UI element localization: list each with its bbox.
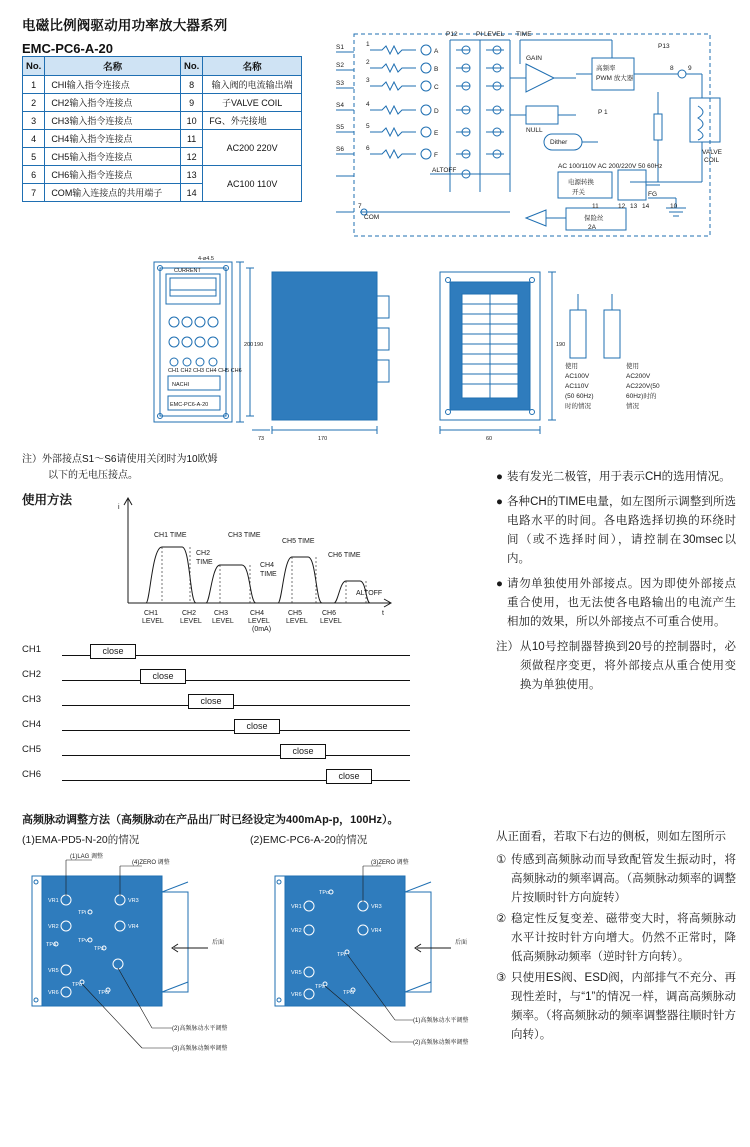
- bullet-text: 各种CH的TIME电量，如左图所示调整到所选电路水平的时间。各电路选择切换的环绕时间（或不选择时间），请控制在30msec以内。: [507, 496, 736, 565]
- svg-text:COIL: COIL: [704, 157, 720, 164]
- svg-text:TIME: TIME: [260, 571, 277, 578]
- svg-text:TPo: TPo: [319, 890, 330, 896]
- title-main: 电磁比例阀驱动用功率放大器系列: [22, 18, 228, 33]
- svg-text:VR3: VR3: [128, 898, 139, 904]
- close-box: close: [280, 744, 326, 759]
- bullet-dot-icon: ●: [496, 578, 503, 590]
- svg-text:VR1: VR1: [291, 904, 302, 910]
- svg-text:AC110V: AC110V: [565, 383, 589, 390]
- svg-text:TPo: TPo: [72, 982, 83, 988]
- svg-text:TPi: TPi: [337, 952, 346, 958]
- svg-text:TIME: TIME: [516, 31, 532, 38]
- note-text: 从10号控制器替换到20号的控制器时，必须做程序变更，将外部接点从重合使用变换为单独使用。: [520, 641, 736, 691]
- svg-text:12: 12: [618, 203, 626, 210]
- cell-no: 4: [23, 130, 45, 148]
- svg-text:TIME: TIME: [196, 559, 213, 566]
- note-block: [496, 638, 736, 695]
- svg-text:13: 13: [630, 203, 638, 210]
- cell-no: 5: [23, 148, 45, 166]
- ch-baseline: [62, 680, 410, 681]
- svg-text:VR5: VR5: [48, 968, 59, 974]
- svg-text:(3)高频脉动频率调整: (3)高频脉动频率调整: [172, 1046, 228, 1052]
- svg-text:CH1 CH2 CH3 CH4 CH5 CH6: CH1 CH2 CH3 CH4 CH5 CH6: [168, 368, 242, 374]
- svg-text:高频率: 高频率: [596, 65, 616, 72]
- svg-text:D: D: [434, 108, 439, 115]
- svg-text:14: 14: [642, 203, 650, 210]
- svg-text:(50 60Hz): (50 60Hz): [565, 393, 594, 400]
- chart-label-ch1-time: CH1 TIME: [154, 532, 187, 539]
- cell-name: CH6输入指令连接点: [45, 166, 181, 184]
- chart-label-altoff: ALTOFF: [356, 590, 383, 597]
- svg-text:FG: FG: [648, 191, 658, 198]
- cell-name: CH5输入指令连接点: [45, 148, 181, 166]
- ch-baseline: [62, 755, 410, 756]
- table-row: [23, 112, 302, 130]
- svg-text:TPs: TPs: [315, 984, 325, 990]
- svg-text:VR2: VR2: [291, 928, 302, 934]
- circuit-schematic: [330, 22, 734, 247]
- schematic-label-s1: S1: [336, 44, 344, 51]
- ch-label: CH2: [22, 669, 42, 680]
- svg-text:CH5: CH5: [288, 610, 303, 617]
- svg-text:CH1: CH1: [144, 610, 159, 617]
- terminal-table: [22, 56, 302, 202]
- svg-text:VR4: VR4: [128, 924, 139, 930]
- svg-text:后面: 后面: [212, 940, 225, 946]
- svg-text:8: 8: [670, 65, 674, 72]
- bullet-text: 请勿单独使用外部接点。因为即使外部接点重合使用，也无法使各电路输出的电流产生相加的效果，所以外部接点不可重合使用。: [507, 578, 736, 628]
- cell-no: 7: [23, 184, 45, 202]
- cell-name: CH4输入指令连接点: [45, 130, 181, 148]
- svg-text:190: 190: [254, 342, 264, 348]
- cell-no: 6: [23, 166, 45, 184]
- svg-text:(1)LAG 调整: (1)LAG 调整: [70, 854, 104, 860]
- svg-text:9: 9: [688, 65, 692, 72]
- page-title: [22, 14, 228, 56]
- svg-text:73: 73: [258, 436, 265, 442]
- svg-text:3: 3: [366, 77, 370, 84]
- svg-text:60: 60: [486, 436, 493, 442]
- svg-text:TPG: TPG: [98, 990, 110, 996]
- cell-no: 8: [180, 76, 202, 94]
- svg-text:TPs: TPs: [94, 946, 104, 952]
- cell-no: 14: [180, 184, 202, 202]
- hf-sub-1: (1)EMA-PD5-N-20的情况: [22, 834, 140, 846]
- svg-text:VR6: VR6: [291, 992, 302, 998]
- svg-text:11: 11: [592, 203, 599, 210]
- svg-text:LEVEL: LEVEL: [212, 618, 234, 625]
- svg-text:VALVE: VALVE: [702, 149, 722, 156]
- svg-text:VR2: VR2: [48, 924, 59, 930]
- cell-no: 1: [23, 76, 45, 94]
- item-number: ①: [496, 854, 507, 866]
- note-line-1: 注）外部接点S1～S6请使用关闭时为10欧姆: [22, 454, 218, 465]
- svg-text:使用: 使用: [626, 363, 639, 370]
- svg-text:60Hz)时的: 60Hz)时的: [626, 393, 657, 400]
- cell-no: 3: [23, 112, 45, 130]
- svg-text:TPv: TPv: [78, 938, 88, 944]
- bullet-item: [496, 575, 736, 632]
- col-name-1: 名称: [45, 57, 181, 76]
- ch-label: CH6: [22, 769, 42, 780]
- svg-text:4: 4: [366, 101, 370, 108]
- svg-text:PWM 放大器: PWM 放大器: [596, 75, 634, 82]
- svg-text:t: t: [382, 610, 384, 617]
- svg-text:LEVEL: LEVEL: [248, 618, 270, 625]
- cell-name: CHI输入指令连接点: [45, 76, 181, 94]
- right-text-column-2: [496, 828, 736, 1047]
- cell-name: CH3输入指令连接点: [45, 112, 181, 130]
- svg-text:CH4: CH4: [250, 610, 265, 617]
- hf-heading: 高频脉动调整方法（高频脉动在产品出厂时已经设定为400mAp-p，100Hz）。: [22, 814, 399, 826]
- ch-label: CH4: [22, 719, 42, 730]
- svg-text:电源转换: 电源转换: [568, 179, 594, 186]
- cell-no: 13: [180, 166, 202, 184]
- svg-text:(2)高频脉动水平调整: (2)高频脉动水平调整: [172, 1026, 228, 1032]
- timing-chart: [110, 495, 390, 633]
- svg-text:190: 190: [556, 342, 566, 348]
- col-no-1: No.: [23, 57, 45, 76]
- bullet-item: [496, 493, 736, 569]
- svg-text:5: 5: [366, 123, 370, 130]
- svg-text:2A: 2A: [588, 224, 596, 231]
- cell-no: 9: [180, 94, 202, 112]
- svg-text:TPG: TPG: [343, 990, 355, 996]
- svg-text:EMC-PC6-A-20: EMC-PC6-A-20: [170, 402, 209, 408]
- bullet-dot-icon: ●: [496, 471, 503, 483]
- item-text: 传感到高频脉动而导致配管发生振动时，将高频脉动的频率调高。（高频脉动频率的调整片按顺时针方向旋转）: [511, 854, 736, 904]
- svg-text:P 1: P 1: [598, 109, 608, 116]
- svg-text:LEVEL: LEVEL: [142, 618, 164, 625]
- svg-text:6: 6: [366, 145, 370, 152]
- ch-row-4: [22, 715, 412, 740]
- svg-text:VR3: VR3: [371, 904, 382, 910]
- cell-name: FG、外壳接地: [203, 112, 302, 130]
- cell-no: 10: [180, 112, 202, 130]
- schematic-label-s5: S5: [336, 124, 344, 131]
- chart-label-ch6-time: CH6 TIME: [328, 552, 361, 559]
- svg-text:P12: P12: [446, 31, 458, 38]
- close-box: close: [326, 769, 372, 784]
- svg-text:(0mA): (0mA): [252, 626, 272, 633]
- svg-text:C: C: [434, 84, 439, 91]
- svg-text:AC200V: AC200V: [626, 373, 651, 380]
- svg-text:TPi: TPi: [78, 910, 87, 916]
- chart-label-ch2-time: CH2: [196, 550, 211, 557]
- bullet-text: 装有发光二极管，用于表示CH的选用情况。: [507, 471, 731, 483]
- chart-label-ch3-time: CH3 TIME: [228, 532, 261, 539]
- svg-text:VR5: VR5: [291, 970, 302, 976]
- table-row: [23, 166, 302, 184]
- svg-text:CH2: CH2: [182, 610, 197, 617]
- svg-text:使用: 使用: [565, 363, 578, 370]
- svg-text:(4)ZERO 调整: (4)ZERO 调整: [132, 860, 170, 866]
- note-external-contacts: [22, 452, 342, 484]
- ch-baseline: [62, 705, 410, 706]
- svg-text:(2)高频脉动频率调整: (2)高频脉动频率调整: [413, 1040, 469, 1046]
- numbered-item: [496, 851, 736, 908]
- ch-row-1: [22, 640, 412, 665]
- svg-text:时的情况: 时的情况: [565, 403, 591, 410]
- chart-label-ch4-time: CH4: [260, 562, 275, 569]
- svg-text:开关: 开关: [572, 189, 585, 196]
- ch-row-3: [22, 690, 412, 715]
- svg-text:VR4: VR4: [371, 928, 382, 934]
- svg-text:A: A: [434, 48, 439, 55]
- table-row: [23, 94, 302, 112]
- ch-label: CH5: [22, 744, 42, 755]
- board-diagram-a: [22, 852, 252, 1072]
- svg-text:AC 100/110V AC 200/220V 50 60H: AC 100/110V AC 200/220V 50 60Hz: [558, 163, 663, 170]
- svg-text:CURRENT: CURRENT: [174, 268, 201, 274]
- note-lead: 注）: [496, 641, 519, 653]
- svg-text:E: E: [434, 130, 439, 137]
- note-line-2: 以下的无电压接点。: [48, 470, 138, 481]
- svg-text:LEVEL: LEVEL: [286, 618, 308, 625]
- svg-text:保险丝: 保险丝: [584, 215, 604, 222]
- schematic-label-s4: S4: [336, 102, 344, 109]
- svg-text:i: i: [118, 504, 120, 511]
- svg-text:LEVEL: LEVEL: [180, 618, 202, 625]
- svg-text:(3)ZERO 调整: (3)ZERO 调整: [371, 860, 409, 866]
- svg-text:10: 10: [670, 203, 678, 210]
- item-text: 稳定性反复变差、磁带变大时，将高频脉动水平计按时针方向增大。仍然不正常时，降低高频脉动频率（逆时针方向转）。: [511, 913, 736, 963]
- schematic-label-s3: S3: [336, 80, 344, 87]
- rc2-heading: 从正面看，若取下右边的侧板，则如左图所示: [496, 831, 726, 843]
- col-no-2: No.: [180, 57, 202, 76]
- schematic-label-s2: S2: [336, 62, 344, 69]
- schematic-label-com: COM: [364, 214, 380, 221]
- cell-name: AC100 110V: [203, 166, 302, 202]
- svg-text:CH6: CH6: [322, 610, 337, 617]
- svg-text:7: 7: [358, 203, 362, 210]
- svg-text:200: 200: [244, 342, 254, 348]
- cell-name: 子VALVE COIL: [203, 94, 302, 112]
- mechanical-drawings: [140, 250, 740, 445]
- svg-text:(1)高频脉动水平调整: (1)高频脉动水平调整: [413, 1018, 469, 1024]
- bullet-dot-icon: ●: [496, 496, 503, 508]
- cell-name: COM输入连接点的共用端子: [45, 184, 181, 202]
- board-diagram-b: [255, 852, 485, 1072]
- svg-text:F: F: [434, 152, 438, 159]
- cell-no: 11: [180, 130, 202, 148]
- svg-text:170: 170: [318, 436, 328, 442]
- close-box: close: [140, 669, 186, 684]
- ch-row-5: [22, 740, 412, 765]
- cell-no: 2: [23, 94, 45, 112]
- usage-heading: 使用方法: [22, 493, 73, 507]
- svg-text:AC100V: AC100V: [565, 373, 590, 380]
- chart-label-ch5-time: CH5 TIME: [282, 538, 315, 545]
- svg-text:TPo: TPo: [46, 942, 57, 948]
- ch-row-2: [22, 665, 412, 690]
- svg-text:AC220V(50: AC220V(50: [626, 383, 660, 390]
- item-number: ③: [496, 972, 507, 984]
- svg-text:NACHI: NACHI: [172, 382, 190, 388]
- channel-close-rows: [22, 640, 412, 790]
- ch-label: CH3: [22, 694, 42, 705]
- right-text-column: [496, 468, 736, 695]
- svg-text:NULL: NULL: [526, 127, 543, 134]
- col-name-2: 名称: [203, 57, 302, 76]
- close-box: close: [188, 694, 234, 709]
- item-text: 只使用ES阀、ESD阀，内部排气不充分、再现性差时，与“1”的情况一样，调高高频脉动频率。（将高频脉动的频率调整器往顺时针方向转）。: [511, 972, 736, 1041]
- item-number: ②: [496, 913, 507, 925]
- ch-label: CH1: [22, 644, 42, 655]
- numbered-item: [496, 910, 736, 967]
- svg-text:后面: 后面: [455, 940, 468, 946]
- cell-name: CH2输入指令连接点: [45, 94, 181, 112]
- cell-name: AC200 220V: [203, 130, 302, 166]
- hf-sub-2: (2)EMC-PC6-A-20的情况: [250, 834, 368, 846]
- svg-text:4-ø4.5: 4-ø4.5: [198, 256, 214, 262]
- bullet-item: [496, 468, 736, 487]
- svg-text:ALTOFF: ALTOFF: [432, 167, 457, 174]
- svg-text:VR1: VR1: [48, 898, 59, 904]
- svg-text:LEVEL: LEVEL: [320, 618, 342, 625]
- svg-text:B: B: [434, 66, 439, 73]
- close-box: close: [90, 644, 136, 659]
- svg-text:PI LEVEL: PI LEVEL: [476, 31, 505, 38]
- cell-no: 12: [180, 148, 202, 166]
- numbered-item: [496, 969, 736, 1045]
- svg-text:情况: 情况: [626, 403, 639, 410]
- close-box: close: [234, 719, 280, 734]
- schematic-label-s6: S6: [336, 146, 344, 153]
- table-header-row: [23, 57, 302, 76]
- table-row: [23, 130, 302, 148]
- svg-text:GAIN: GAIN: [526, 55, 542, 62]
- ch-row-6: [22, 765, 412, 790]
- title-model: EMC-PC6-A-20: [22, 41, 114, 56]
- table-row: [23, 76, 302, 94]
- svg-text:2: 2: [366, 59, 370, 66]
- svg-text:1: 1: [366, 41, 370, 48]
- cell-name: 输入阀的电流输出端: [203, 76, 302, 94]
- svg-text:P13: P13: [658, 43, 670, 50]
- svg-text:CH3: CH3: [214, 610, 229, 617]
- svg-text:Dither: Dither: [550, 139, 568, 146]
- svg-text:VR6: VR6: [48, 990, 59, 996]
